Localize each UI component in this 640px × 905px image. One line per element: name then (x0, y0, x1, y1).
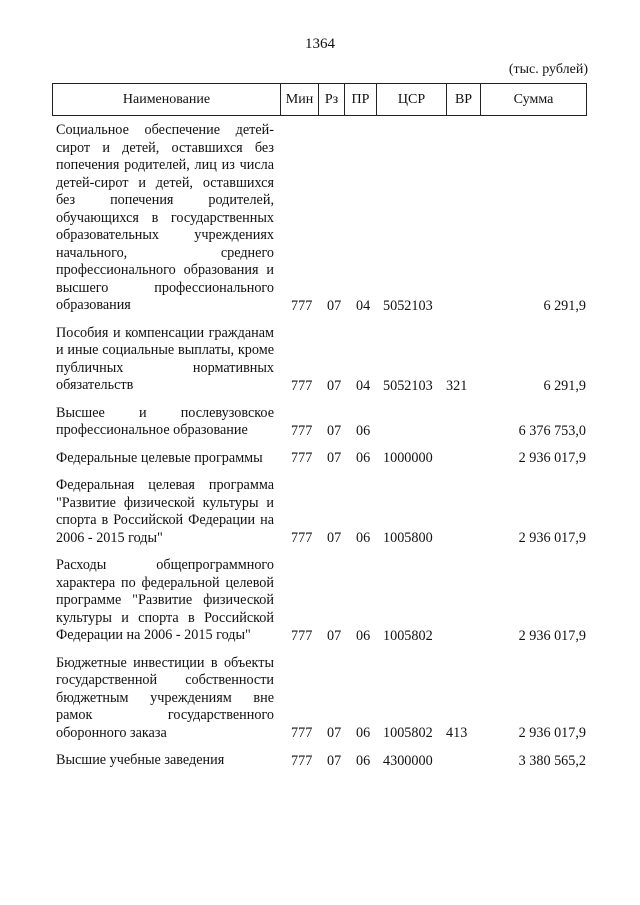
row-pr: 06 (356, 627, 371, 644)
table-row (56, 752, 588, 770)
units-label: (тыс. рублей) (508, 62, 588, 77)
table-row (56, 122, 588, 315)
row-codes (56, 297, 588, 315)
row-pr: 06 (356, 422, 371, 439)
header-name: Наименование (53, 84, 281, 116)
row-rz: 07 (327, 627, 342, 644)
row-codes (56, 752, 588, 770)
header-pr: ПР (345, 84, 377, 116)
row-vr: 321 (446, 377, 468, 394)
table-row (56, 477, 588, 547)
row-sum: 6 291,9 (543, 297, 586, 314)
budget-rows (56, 122, 588, 780)
table-row (56, 325, 588, 395)
row-csr: 4300000 (383, 752, 433, 769)
header-min: Мин (281, 84, 319, 116)
row-pr: 06 (356, 450, 371, 466)
row-min: 777 (291, 530, 313, 546)
row-min: 777 (291, 377, 313, 394)
row-sum: 6 291,9 (543, 377, 586, 394)
row-name: Высшие учебные заведения (56, 752, 225, 768)
row-sum: 2 936 017,9 (518, 627, 586, 644)
row-min: 777 (291, 627, 313, 644)
page-number: 1364 (305, 36, 335, 52)
row-pr: 04 (356, 377, 371, 394)
table-row (56, 405, 588, 440)
row-rz: 07 (327, 297, 342, 314)
row-rz: 07 (327, 450, 342, 466)
table-row (56, 655, 588, 743)
row-sum: 6 376 753,0 (518, 422, 586, 439)
row-rz: 07 (327, 422, 342, 439)
table-row (56, 557, 588, 645)
row-rz: 07 (327, 752, 342, 769)
header-vr: ВР (447, 84, 481, 116)
row-vr: 413 (446, 725, 468, 741)
row-codes (56, 449, 588, 467)
row-codes (56, 422, 588, 440)
row-codes (56, 724, 588, 742)
row-sum: 2 936 017,9 (518, 725, 586, 741)
row-csr: 5052103 (383, 297, 433, 314)
row-name: Федеральная целевая программа "Развитие физической культуры и спорта в Российской Федерации на 2006 - 2015 годы" (56, 477, 274, 546)
row-name: Пособия и компенсации гражданам и иные социальные выплаты, кроме публичных нормативных обязательств (56, 324, 274, 393)
row-csr: 1000000 (383, 450, 433, 466)
row-min: 777 (291, 450, 313, 466)
row-csr: 5052103 (383, 377, 433, 394)
row-csr: 1005800 (383, 530, 433, 546)
table-header (52, 83, 587, 116)
row-min: 777 (291, 422, 313, 439)
row-codes (56, 377, 588, 395)
row-pr: 06 (356, 725, 371, 741)
row-min: 777 (291, 297, 313, 314)
table-row (56, 450, 588, 468)
row-rz: 07 (327, 377, 342, 394)
row-sum: 2 936 017,9 (518, 450, 586, 466)
row-name: Федеральные целевые программы (56, 449, 263, 466)
row-min: 777 (291, 725, 313, 741)
row-csr: 1005802 (383, 725, 433, 741)
row-rz: 07 (327, 530, 342, 546)
row-codes (56, 529, 588, 547)
row-sum: 2 936 017,9 (518, 530, 586, 546)
row-pr: 04 (356, 297, 371, 314)
header-csr: ЦСР (377, 84, 447, 116)
header-rz: Рз (319, 84, 345, 116)
row-rz: 07 (327, 725, 342, 741)
header-sum: Сумма (481, 84, 587, 116)
row-codes (56, 627, 588, 645)
row-pr: 06 (356, 530, 371, 546)
row-pr: 06 (356, 752, 371, 769)
row-name: Высшее и послевузовское профессиональное образование (56, 404, 274, 438)
row-min: 777 (291, 752, 313, 769)
row-name: Социальное обеспечение детей-сирот и детей, оставшихся без попечения родителей, лиц из числа детей-сирот и детей, оставшихся без попечения родителей, обучающихся в государственных образовательных учреждениях начального, среднего профессионального образования и высшего профессионального образования (56, 122, 274, 313)
row-name: Бюджетные инвестиции в объекты государственной собственности бюджетным учреждениям вне рамок государственного оборонного заказа (56, 654, 274, 741)
row-csr: 1005802 (383, 627, 433, 644)
row-sum: 3 380 565,2 (518, 752, 586, 769)
row-name: Расходы общепрограммного характера по федеральной целевой программе "Развитие физической культуры и спорта в Российской Федерации на 2006 - 2015 годы" (56, 557, 274, 643)
